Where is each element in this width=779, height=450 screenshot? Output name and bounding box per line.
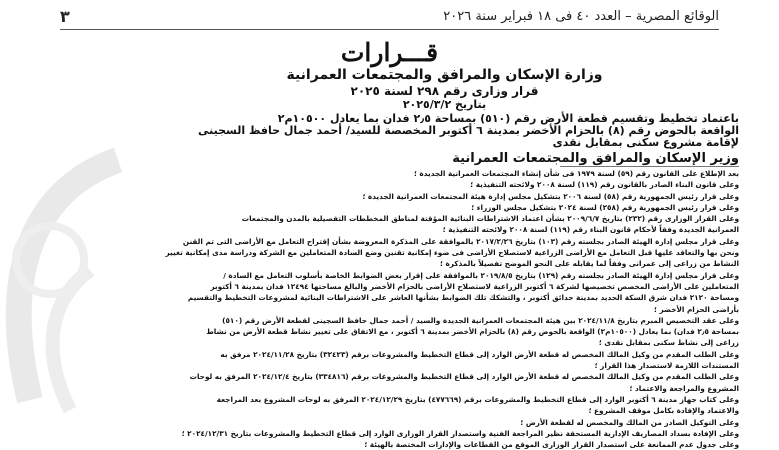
running-header xyxy=(60,5,719,27)
body-line: وعلى الطلب المقدم من وكيل المالك المخصص له قطعة الأرض الوارد إلى قطاع التخطيط والمشروعات برقم (٣٣٤٨١٦) بتاريخ ٢٠٢٤/١٢/٤ المرفق به لوحات xyxy=(189,372,739,382)
decree-subject-line: لإقامة مشروع سكنى بمقابل نقدى xyxy=(552,136,739,149)
body-line: المستندات اللازمة لاستصدار هذا القرار ؛ xyxy=(594,361,739,371)
body-line: وعلى التوكيل الصادر من المالك والمخصص له لقطعة الأرض ؛ xyxy=(520,417,739,427)
body-line: بعد الإطلاع على القانون رقم (٥٩) لسنة ١٩٧٩ فى شأن إنشاء المجتمعات العمرانية الجديدة ؛ xyxy=(413,169,739,178)
decree-subject-line: الواقعة بالحوض رقم (٨) بالحزام الأخضر بمدينة ٦ أكتوبر المخصصة للسيد/ أحمد جمال حافظ السجينى xyxy=(198,124,739,137)
body-line: ونحن بها والتعاقد عليها قبل التعامل مع الأراضى الزراعية لاستصلاح الأراضى فى ضوء إمكانية تقنين وضع السادة المتعاملين مع الشركة ودراسة مدى إمكانية تغيير xyxy=(165,248,739,258)
body-line: بأراضى الحزام الأخضر ؛ xyxy=(654,304,739,314)
minister-title-underline xyxy=(560,166,739,167)
ministry-name: وزارة الإسكان والمرافق والمجتمعات العمرانية xyxy=(286,67,603,83)
body-line: وعلى جدول عدم الممانعة على استصدار القرار الوزارى الموقع من القطاعات والإدارات المختصة بالهيئة ؛ xyxy=(364,440,739,450)
body-line: ومساحة ٢١٢٠ فدان شرق السكة الحديد بمدينة حدائق أكتوبر ، والتشكك تلك الضوابط بشأنها العاشر على الاشتراطات البنائية لمشروعات التخطيط والتقسيم xyxy=(187,293,739,303)
body-line: وعلى قرار رئيس الجمهورية رقم (٢٥٨) لسنة ٢٠٢٤ بتشكيل مجلس الوزراء ؛ xyxy=(471,202,739,212)
decree-subject xyxy=(150,113,739,149)
running-title: الوقائع المصرية – العدد ٤٠ فى ١٨ فبراير سنة ٢٠٢٦ xyxy=(443,8,719,24)
section-heading: قـــرارات xyxy=(340,38,439,67)
body-line: وعلى الإفادة بسداد المصاريف الإدارية المستحقة نظير المراجعة الفنية واستصدار القرار الوزارى الوارد إلى قطاع التخطيط والمشروعات بتاريخ ٢٠٢٤/١٢/٣١ ؛ xyxy=(181,428,739,438)
body-line: وعلى الطلب المقدم من وكيل المالك المخصص له قطعة الأرض الوارد إلى قطاع التخطيط والمشروعات برقم (٣٢٤٢٣) بتاريخ ٢٠٢٤/١١/٢٨ مرفق به xyxy=(220,349,739,359)
body-line: وعلى قرار مجلس إدارة الهيئة الصادر بجلسته رقم (١٠٣) بتاريخ ٢٠١٧/٢/٢٦ بالموافقة على المذكرة المعروضة بشأن إقتراح التعامل مع الأراضى التى تم القنن xyxy=(182,236,739,246)
body-line: وعلى قانون البناء الصادر بالقانون رقم (١١٩) لسنة ٢٠٠٨ ولائحته التنفيذية ؛ xyxy=(470,180,739,190)
page-number: ٣ xyxy=(60,6,70,26)
body-line: وعلى القرار الوزارى رقم (٢٣٢) بتاريخ ٢٠٠٩/٦/٧ بشأن اعتماد الاشتراطات البنائية المؤقتة لمناطق المخططات التفصيلية بالمدن والمجتمعات xyxy=(241,214,739,224)
body-line: بمساحة ٢٫٥ فدان) بما يعادل (١٠٥٠٠م٢) الواقعة بالحوض رقم (٨) بالحزام الأخضر بمدينة ٦ أكتوبر ، مع الاتفاق على تغيير نشاط قطعة الأرض من نشاط xyxy=(206,327,739,337)
decree-date: بتاريخ ٢٠٢٥/٣/٢ xyxy=(402,98,487,111)
body-line: والاعتماد والإفادة بكامل موقف المشروع ؛ xyxy=(588,406,739,416)
body-line: وعلى قرار رئيس الجمهورية رقم (٥٨) لسنة ٢٠٠٦ بتشكيل مجلس إدارة هيئة المجتمعات العمرانية الجديدة ؛ xyxy=(362,191,739,201)
decree-body xyxy=(58,168,739,450)
body-line: المشروع والمراجعة والاعتماد ؛ xyxy=(629,383,739,393)
header-divider xyxy=(60,29,719,30)
body-line: المتعاملين على الأراضى المخصص تخصيصها لشركة ٦ أكتوبر الزراعية لاستصلاح الأراضى بالحزام الأخضر والبالغ مساحتها ١٢٤٩٤ فدان بمدينة ٦ أكتوبر xyxy=(210,281,739,291)
body-line: النشاط من زراعى إلى عمرانى وفقاً لما يقابله على النحو الموضح تفصيلاً بالمذكرة ؛ xyxy=(439,259,739,269)
decree-subject-line: باعتماد تخطيط وتقسيم قطعة الأرض رقم (٥١٠) بمساحة ٢٫٥ فدان بما يعادل ١٠٥٠٠م٢ xyxy=(277,112,739,125)
minister-title: وزير الإسكان والمرافق والمجتمعات العمرانية xyxy=(452,151,739,166)
body-line: العمرانية الجديدة وفقاً لأحكام قانون البناء رقم (١١٩) لسنة ٢٠٠٨ ولائحته التنفيذية ؛ xyxy=(442,225,739,235)
body-line: زراعى إلى نشاط سكنى بمقابل نقدى ؛ xyxy=(598,338,739,348)
body-line: وعلى عقد التخصيص المبرم بتاريخ ٢٠٢٤/١١/٨ بين هيئة المجتمعات العمرانية الجديدة والسيد / أحمد جمال حافظ السجينى لقطعة الأرض رقم (٥١٠) xyxy=(222,315,739,325)
body-line: وعلى قرار مجلس إدارة الهيئة الصادر بجلسته رقم (١٢٩) بتاريخ ٢٠١٩/٨/٥ بالموافقة على إقرار بعض الضوابط الخاصة بأسلوب التعامل مع السادة / xyxy=(223,270,739,280)
body-line: وعلى كتاب جهاز مدينة ٦ أكتوبر الوارد إلى قطاع التخطيط والمشروعات برقم (٤٧٧٦٦٩) بتاريخ ٢٠٢٤/١٢/٢٩ المرفق به لوحات المشروع بعد المراجعة xyxy=(216,394,739,404)
decree-number: قرار وزارى رقم ٢٩٨ لسنة ٢٠٢٥ xyxy=(350,84,539,98)
